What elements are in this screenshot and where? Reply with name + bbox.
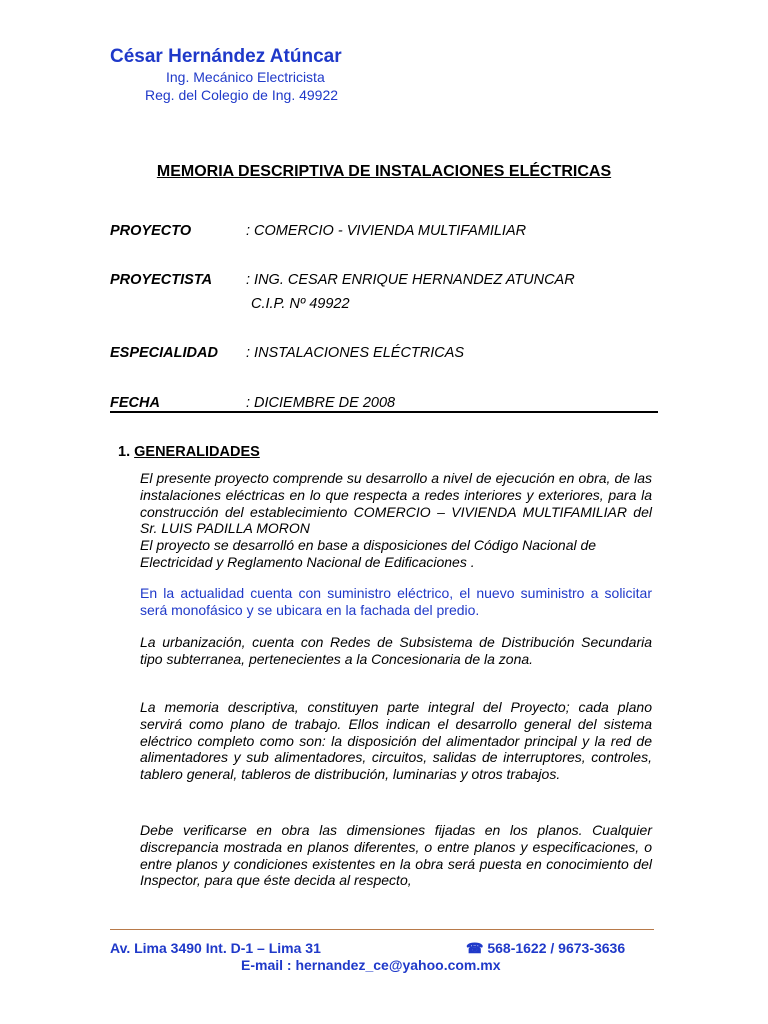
paragraph-basis — [140, 537, 652, 571]
paragraph-text: En la actualidad cuenta con suministro eléctrico, el nuevo suministro a solicitar será monofásico y se ubicara en la fachada del predio. — [140, 585, 652, 618]
field-label: PROYECTO — [110, 223, 192, 239]
paragraph-verification — [140, 822, 652, 889]
field-label: FECHA — [110, 395, 160, 411]
paragraph-text: El presente proyecto comprende su desarrollo a nivel de ejecución en obra, de las instalaciones eléctricas en lo que respecta a redes interiores y exteriores, para la construcción del establecimiento COMERCIO – VIVIENDA MULTIFAMILIAR del Sr. LUIS PADILLA MORON — [140, 470, 652, 537]
paragraph-memory — [140, 699, 652, 783]
footer-divider — [110, 929, 654, 930]
field-value: : COMERCIO - VIVIENDA MULTIFAMILIAR — [246, 223, 527, 239]
field-label: PROYECTISTA — [110, 272, 213, 288]
paragraph-text: La memoria descriptiva, constituyen parte integral del Proyecto; cada plano servirá como plano de trabajo. Ellos indican el desarrollo general del sistema eléctrico completo como son: la disposición del alimentador principal y la red de alimentadores y sub alimentadores, circuitos, salidas de interruptores, controles, tablero general, tableros de distribución, luminarias y otros trabajos. — [140, 699, 652, 783]
field-label: ESPECIALIDAD — [110, 345, 218, 361]
footer-address: Av. Lima 3490 Int. D-1 – Lima 31 — [110, 940, 321, 956]
paragraph-text: El proyecto se desarrolló en base a disposiciones del Código Nacional de Electricidad y Reglamento Nacional de Edificaciones . — [140, 537, 597, 570]
author-profession: Ing. Mecánico Electricista — [166, 69, 325, 85]
paragraph-text: Debe verificarse en obra las dimensiones fijadas en los planos. Cualquier discrepancia mostrada en planos diferentes, o entre planos y especificaciones, o entre planos y condiciones existentes en la obra será puesta en conocimiento del Inspector, para que éste decida al respecto, — [140, 822, 652, 889]
paragraph-network — [140, 634, 652, 668]
field-value: : DICIEMBRE DE 2008 — [246, 395, 396, 411]
section-number: 1. — [118, 444, 131, 460]
field-value-secondary: C.I.P. Nº 49922 — [251, 296, 350, 312]
document-title: MEMORIA DESCRIPTIVA DE INSTALACIONES ELÉCTRICAS — [156, 163, 612, 180]
footer-phones — [466, 940, 625, 957]
section-title: GENERALIDADES — [134, 444, 260, 460]
telephone-icon: ☎ — [466, 940, 484, 956]
footer-phone-numbers: 568-1622 / 9673-3636 — [487, 940, 626, 956]
field-value: : INSTALACIONES ELÉCTRICAS — [246, 345, 465, 361]
paragraph-intro — [140, 470, 652, 537]
author-name: César Hernández Atúncar — [110, 46, 342, 67]
header-divider — [110, 411, 658, 413]
paragraph-supply — [140, 585, 652, 619]
author-registration: Reg. del Colegio de Ing. 49922 — [145, 87, 339, 103]
field-value: : ING. CESAR ENRIQUE HERNANDEZ ATUNCAR — [246, 272, 575, 288]
footer-email: E-mail : hernandez_ce@yahoo.com.mx — [241, 957, 501, 973]
section-heading — [118, 444, 260, 460]
paragraph-text: La urbanización, cuenta con Redes de Subsistema de Distribución Secundaria tipo subterranea, pertenecientes a la Concesionaria de la zona. — [140, 634, 652, 667]
